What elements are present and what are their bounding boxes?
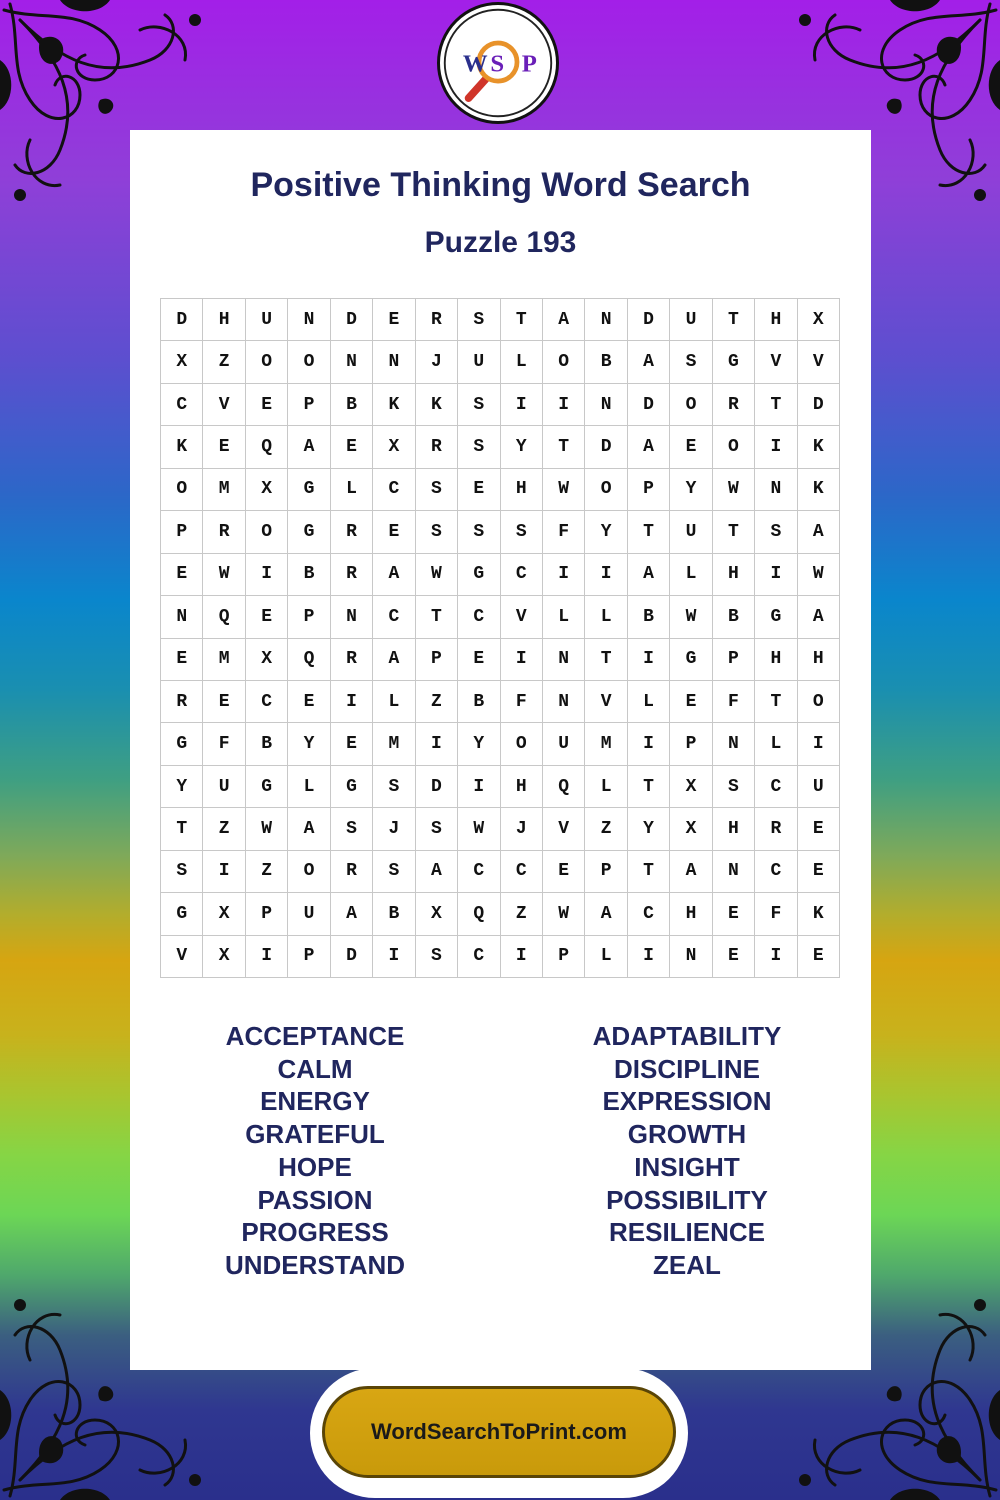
grid-cell[interactable]: Y — [670, 469, 712, 511]
grid-cell[interactable]: C — [373, 596, 415, 638]
grid-cell[interactable]: F — [755, 893, 797, 935]
grid-cell[interactable]: V — [755, 341, 797, 383]
grid-cell[interactable]: H — [713, 554, 755, 596]
grid-cell[interactable]: C — [755, 766, 797, 808]
grid-cell[interactable]: L — [585, 766, 627, 808]
grid-cell[interactable]: M — [203, 639, 245, 681]
grid-cell[interactable]: N — [585, 299, 627, 341]
grid-cell[interactable]: R — [416, 426, 458, 468]
word-item: ZEAL — [653, 1249, 721, 1280]
magnifier-logo-icon — [440, 5, 556, 121]
grid-cell[interactable]: A — [628, 426, 670, 468]
grid-cell[interactable]: Z — [203, 808, 245, 850]
grid-cell[interactable]: G — [288, 511, 330, 553]
grid-cell[interactable]: Z — [501, 893, 543, 935]
grid-cell[interactable]: O — [161, 469, 203, 511]
grid-cell[interactable]: G — [246, 766, 288, 808]
grid-cell[interactable]: N — [543, 639, 585, 681]
grid-cell[interactable]: A — [670, 851, 712, 893]
grid-cell[interactable]: D — [628, 299, 670, 341]
grid-cell[interactable]: I — [331, 681, 373, 723]
grid-cell[interactable]: L — [288, 766, 330, 808]
grid-cell[interactable]: Z — [246, 851, 288, 893]
logo-letter-w: W — [462, 50, 488, 78]
grid-cell[interactable]: S — [161, 851, 203, 893]
grid-cell[interactable]: G — [288, 469, 330, 511]
grid-cell[interactable]: Y — [288, 723, 330, 765]
grid-cell[interactable]: G — [713, 341, 755, 383]
grid-cell[interactable]: S — [458, 384, 500, 426]
grid-cell[interactable]: N — [543, 681, 585, 723]
grid-cell[interactable]: B — [246, 723, 288, 765]
grid-cell[interactable]: E — [203, 681, 245, 723]
grid-cell[interactable]: D — [331, 936, 373, 978]
grid-cell[interactable]: T — [755, 384, 797, 426]
grid-cell[interactable]: T — [713, 299, 755, 341]
grid-cell[interactable]: P — [543, 936, 585, 978]
grid-cell[interactable]: S — [416, 469, 458, 511]
grid-cell[interactable]: O — [798, 681, 840, 723]
grid-cell[interactable]: V — [161, 936, 203, 978]
grid-cell[interactable]: I — [585, 554, 627, 596]
grid-cell[interactable]: E — [288, 681, 330, 723]
grid-cell[interactable]: G — [331, 766, 373, 808]
grid-cell[interactable]: R — [331, 639, 373, 681]
grid-cell[interactable]: T — [713, 511, 755, 553]
grid-cell[interactable]: E — [713, 893, 755, 935]
grid-cell[interactable]: S — [416, 511, 458, 553]
grid-cell[interactable]: N — [755, 469, 797, 511]
grid-cell[interactable]: L — [543, 596, 585, 638]
grid-cell[interactable]: T — [543, 426, 585, 468]
grid-cell[interactable]: E — [798, 851, 840, 893]
grid-cell[interactable]: R — [416, 299, 458, 341]
grid-cell[interactable]: R — [331, 554, 373, 596]
grid-cell[interactable]: E — [373, 511, 415, 553]
word-item: HOPE — [278, 1151, 352, 1182]
grid-cell[interactable]: N — [585, 384, 627, 426]
grid-cell[interactable]: O — [501, 723, 543, 765]
grid-cell[interactable]: K — [798, 426, 840, 468]
grid-cell[interactable]: T — [585, 639, 627, 681]
grid-cell[interactable]: S — [458, 511, 500, 553]
grid-cell[interactable]: N — [161, 596, 203, 638]
grid-cell[interactable]: M — [585, 723, 627, 765]
grid-cell[interactable]: E — [203, 426, 245, 468]
grid-cell[interactable]: Q — [288, 639, 330, 681]
grid-cell[interactable]: A — [331, 893, 373, 935]
grid-cell[interactable]: N — [713, 851, 755, 893]
grid-cell[interactable]: I — [543, 554, 585, 596]
grid-cell[interactable]: T — [628, 511, 670, 553]
grid-cell[interactable]: Y — [458, 723, 500, 765]
grid-cell[interactable]: P — [713, 639, 755, 681]
word-item: PROGRESS — [241, 1217, 389, 1248]
grid-cell[interactable]: C — [501, 554, 543, 596]
grid-cell[interactable]: X — [203, 936, 245, 978]
word-item: ACCEPTANCE — [225, 1021, 405, 1051]
word-list-right — [502, 1020, 872, 1282]
grid-cell[interactable]: H — [501, 766, 543, 808]
grid-cell[interactable]: L — [628, 681, 670, 723]
grid-cell[interactable]: G — [670, 639, 712, 681]
word-item: GROWTH — [627, 1119, 747, 1150]
grid-cell[interactable]: E — [798, 936, 840, 978]
word-item: POSSIBILITY — [606, 1184, 768, 1215]
grid-cell[interactable]: H — [501, 469, 543, 511]
grid-cell[interactable]: B — [458, 681, 500, 723]
grid-cell[interactable]: E — [798, 808, 840, 850]
grid-cell[interactable]: C — [161, 384, 203, 426]
word-item: CALM — [277, 1053, 353, 1084]
site-link-button[interactable]: WordSearchToPrint.com — [322, 1386, 676, 1478]
grid-cell[interactable]: S — [755, 511, 797, 553]
grid-cell[interactable]: I — [543, 384, 585, 426]
grid-cell[interactable]: U — [288, 893, 330, 935]
grid-cell[interactable]: R — [203, 511, 245, 553]
grid-cell[interactable]: P — [416, 639, 458, 681]
grid-cell[interactable]: X — [798, 299, 840, 341]
puzzle-title: Positive Thinking Word Search — [250, 166, 751, 204]
grid-cell[interactable]: B — [288, 554, 330, 596]
grid-cell[interactable]: C — [373, 469, 415, 511]
grid-cell[interactable]: D — [416, 766, 458, 808]
grid-cell[interactable]: N — [373, 341, 415, 383]
grid-cell[interactable]: U — [798, 766, 840, 808]
grid-cell[interactable]: R — [331, 511, 373, 553]
grid-cell[interactable]: I — [628, 639, 670, 681]
word-item: EXPRESSION — [602, 1086, 772, 1117]
grid-cell[interactable]: E — [543, 851, 585, 893]
grid-cell[interactable]: V — [203, 384, 245, 426]
grid-cell[interactable]: O — [246, 511, 288, 553]
grid-cell[interactable]: F — [501, 681, 543, 723]
grid-cell[interactable]: I — [798, 723, 840, 765]
grid-cell[interactable]: U — [203, 766, 245, 808]
grid-cell[interactable]: G — [161, 893, 203, 935]
grid-cell[interactable]: E — [458, 639, 500, 681]
grid-cell[interactable]: Q — [203, 596, 245, 638]
word-item: ENERGY — [260, 1086, 370, 1117]
grid-cell[interactable]: S — [373, 766, 415, 808]
grid-cell[interactable]: L — [501, 341, 543, 383]
word-item: PASSION — [257, 1184, 373, 1215]
grid-cell[interactable]: H — [755, 639, 797, 681]
grid-cell[interactable]: X — [373, 426, 415, 468]
grid-cell[interactable]: K — [416, 384, 458, 426]
grid-cell[interactable]: R — [713, 384, 755, 426]
word-item: RESILIENCE — [608, 1217, 766, 1248]
grid-cell[interactable]: M — [203, 469, 245, 511]
grid-cell[interactable]: S — [501, 511, 543, 553]
grid-cell[interactable]: U — [543, 723, 585, 765]
grid-cell[interactable]: R — [161, 681, 203, 723]
grid-cell[interactable]: U — [458, 341, 500, 383]
grid-cell[interactable]: D — [331, 299, 373, 341]
grid-cell[interactable]: E — [161, 554, 203, 596]
grid-cell[interactable]: P — [288, 384, 330, 426]
grid-cell[interactable]: Y — [628, 808, 670, 850]
grid-cell[interactable]: J — [416, 341, 458, 383]
grid-cell[interactable]: H — [713, 808, 755, 850]
grid-cell[interactable]: N — [670, 936, 712, 978]
grid-cell[interactable]: Y — [501, 426, 543, 468]
grid-cell[interactable]: E — [246, 596, 288, 638]
grid-cell[interactable]: A — [798, 511, 840, 553]
grid-cell[interactable]: S — [670, 341, 712, 383]
grid-cell[interactable]: K — [798, 893, 840, 935]
grid-cell[interactable]: I — [628, 723, 670, 765]
grid-cell[interactable]: Q — [458, 893, 500, 935]
grid-cell[interactable]: X — [670, 766, 712, 808]
grid-cell[interactable]: W — [798, 554, 840, 596]
grid-cell[interactable]: I — [246, 936, 288, 978]
grid-cell[interactable]: S — [458, 426, 500, 468]
grid-cell[interactable]: O — [288, 851, 330, 893]
grid-cell[interactable]: C — [458, 596, 500, 638]
grid-cell[interactable]: W — [713, 469, 755, 511]
grid-cell[interactable]: K — [373, 384, 415, 426]
grid-cell[interactable]: L — [331, 469, 373, 511]
grid-cell[interactable]: P — [161, 511, 203, 553]
grid-cell[interactable]: I — [416, 723, 458, 765]
grid-cell[interactable]: T — [416, 596, 458, 638]
grid-cell[interactable]: M — [373, 723, 415, 765]
grid-cell[interactable]: P — [670, 723, 712, 765]
grid-cell[interactable]: C — [755, 851, 797, 893]
grid-cell[interactable]: L — [585, 936, 627, 978]
grid-cell[interactable]: T — [755, 681, 797, 723]
word-item: ADAPTABILITY — [592, 1021, 782, 1051]
grid-cell[interactable]: A — [373, 639, 415, 681]
grid-cell[interactable]: I — [203, 851, 245, 893]
grid-cell[interactable]: P — [585, 851, 627, 893]
grid-cell[interactable]: D — [628, 384, 670, 426]
grid-cell[interactable]: W — [458, 808, 500, 850]
grid-cell[interactable]: S — [458, 299, 500, 341]
grid-cell[interactable]: E — [713, 936, 755, 978]
grid-cell[interactable]: I — [755, 554, 797, 596]
grid-cell[interactable]: W — [203, 554, 245, 596]
grid-cell[interactable]: E — [246, 384, 288, 426]
grid-cell[interactable]: E — [458, 469, 500, 511]
grid-cell[interactable]: A — [288, 808, 330, 850]
grid-cell[interactable]: A — [288, 426, 330, 468]
grid-cell[interactable]: F — [543, 511, 585, 553]
grid-cell[interactable]: O — [670, 384, 712, 426]
grid-cell[interactable]: D — [161, 299, 203, 341]
grid-cell[interactable]: B — [628, 596, 670, 638]
grid-cell[interactable]: O — [713, 426, 755, 468]
puzzle-card — [130, 130, 871, 1370]
grid-cell[interactable]: Q — [246, 426, 288, 468]
grid-cell[interactable]: A — [585, 893, 627, 935]
grid-cell[interactable]: H — [203, 299, 245, 341]
grid-cell[interactable]: E — [331, 426, 373, 468]
letter-grid[interactable] — [160, 298, 840, 978]
grid-cell[interactable]: S — [713, 766, 755, 808]
grid-cell[interactable]: J — [373, 808, 415, 850]
grid-cell[interactable]: X — [416, 893, 458, 935]
grid-cell[interactable]: C — [501, 851, 543, 893]
grid-cell[interactable]: S — [331, 808, 373, 850]
grid-cell[interactable]: X — [161, 341, 203, 383]
grid-cell[interactable]: H — [755, 299, 797, 341]
grid-cell[interactable]: I — [628, 936, 670, 978]
grid-cell[interactable]: N — [713, 723, 755, 765]
grid-cell[interactable]: I — [501, 936, 543, 978]
grid-cell[interactable]: C — [458, 851, 500, 893]
grid-cell[interactable]: U — [670, 511, 712, 553]
grid-cell[interactable]: O — [543, 341, 585, 383]
grid-cell[interactable]: W — [543, 469, 585, 511]
grid-cell[interactable]: L — [373, 681, 415, 723]
grid-cell[interactable]: A — [543, 299, 585, 341]
logo-letter-p: P — [521, 50, 537, 78]
grid-cell[interactable]: E — [373, 299, 415, 341]
wsp-logo[interactable] — [437, 2, 559, 124]
grid-cell[interactable]: A — [628, 341, 670, 383]
grid-cell[interactable]: G — [458, 554, 500, 596]
grid-cell[interactable]: T — [628, 851, 670, 893]
word-list-left — [130, 1020, 500, 1282]
grid-cell[interactable]: I — [501, 639, 543, 681]
grid-cell[interactable]: L — [585, 596, 627, 638]
grid-cell[interactable]: T — [628, 766, 670, 808]
grid-cell[interactable]: I — [373, 936, 415, 978]
grid-cell[interactable]: E — [331, 723, 373, 765]
grid-cell[interactable]: P — [628, 469, 670, 511]
grid-cell[interactable]: U — [246, 299, 288, 341]
grid-cell[interactable]: S — [416, 936, 458, 978]
grid-cell[interactable]: W — [670, 596, 712, 638]
grid-cell[interactable]: Y — [585, 511, 627, 553]
grid-cell[interactable]: V — [585, 681, 627, 723]
grid-cell[interactable]: S — [416, 808, 458, 850]
grid-cell[interactable]: E — [161, 639, 203, 681]
grid-cell[interactable]: A — [373, 554, 415, 596]
grid-cell[interactable]: R — [755, 808, 797, 850]
grid-cell[interactable]: O — [246, 341, 288, 383]
grid-cell[interactable]: L — [755, 723, 797, 765]
grid-cell[interactable]: B — [585, 341, 627, 383]
grid-cell[interactable]: P — [246, 893, 288, 935]
grid-cell[interactable]: W — [246, 808, 288, 850]
grid-cell[interactable]: I — [501, 384, 543, 426]
grid-cell[interactable]: A — [416, 851, 458, 893]
grid-cell[interactable]: R — [331, 851, 373, 893]
grid-cell[interactable]: N — [288, 299, 330, 341]
puzzle-number: Puzzle 193 — [424, 226, 577, 259]
grid-cell[interactable]: X — [670, 808, 712, 850]
grid-cell[interactable]: Z — [585, 808, 627, 850]
grid-cell[interactable]: N — [331, 596, 373, 638]
grid-cell[interactable]: L — [670, 554, 712, 596]
grid-cell[interactable]: V — [501, 596, 543, 638]
grid-cell[interactable]: G — [755, 596, 797, 638]
word-item: INSIGHT — [634, 1151, 740, 1182]
grid-cell[interactable]: N — [331, 341, 373, 383]
grid-cell[interactable]: K — [161, 426, 203, 468]
grid-cell[interactable]: B — [373, 893, 415, 935]
grid-cell[interactable]: D — [798, 384, 840, 426]
grid-cell[interactable]: Y — [161, 766, 203, 808]
grid-cell[interactable]: H — [798, 639, 840, 681]
grid-cell[interactable]: W — [416, 554, 458, 596]
grid-cell[interactable]: C — [246, 681, 288, 723]
grid-cell[interactable]: U — [670, 299, 712, 341]
word-item: DISCIPLINE — [614, 1053, 760, 1084]
grid-cell[interactable]: T — [501, 299, 543, 341]
grid-cell[interactable]: D — [585, 426, 627, 468]
grid-cell[interactable]: V — [543, 808, 585, 850]
grid-cell[interactable]: Z — [203, 341, 245, 383]
grid-cell[interactable]: F — [203, 723, 245, 765]
grid-cell[interactable]: S — [373, 851, 415, 893]
grid-cell[interactable]: P — [288, 596, 330, 638]
grid-cell[interactable]: B — [331, 384, 373, 426]
grid-cell[interactable]: F — [713, 681, 755, 723]
grid-cell[interactable]: O — [585, 469, 627, 511]
grid-cell[interactable]: W — [543, 893, 585, 935]
grid-cell[interactable]: T — [161, 808, 203, 850]
grid-cell[interactable]: X — [203, 893, 245, 935]
grid-cell[interactable]: I — [246, 554, 288, 596]
word-item: GRATEFUL — [245, 1119, 385, 1150]
grid-cell[interactable]: V — [798, 341, 840, 383]
grid-cell[interactable]: Z — [416, 681, 458, 723]
grid-cell[interactable]: I — [755, 426, 797, 468]
grid-cell[interactable]: H — [670, 893, 712, 935]
logo-letter-s: S — [490, 50, 505, 78]
grid-cell[interactable]: I — [755, 936, 797, 978]
word-item: UNDERSTAND — [224, 1249, 406, 1280]
grid-cell[interactable]: C — [458, 936, 500, 978]
grid-cell[interactable]: X — [246, 469, 288, 511]
grid-cell[interactable]: O — [288, 341, 330, 383]
grid-cell[interactable]: I — [458, 766, 500, 808]
grid-cell[interactable]: X — [246, 639, 288, 681]
grid-cell[interactable]: J — [501, 808, 543, 850]
grid-cell[interactable]: A — [628, 554, 670, 596]
grid-cell[interactable]: E — [670, 681, 712, 723]
grid-cell[interactable]: E — [670, 426, 712, 468]
grid-cell[interactable]: K — [798, 469, 840, 511]
grid-cell[interactable]: B — [713, 596, 755, 638]
grid-cell[interactable]: P — [288, 936, 330, 978]
grid-cell[interactable]: A — [798, 596, 840, 638]
grid-cell[interactable]: G — [161, 723, 203, 765]
grid-cell[interactable]: Q — [543, 766, 585, 808]
grid-cell[interactable]: C — [628, 893, 670, 935]
